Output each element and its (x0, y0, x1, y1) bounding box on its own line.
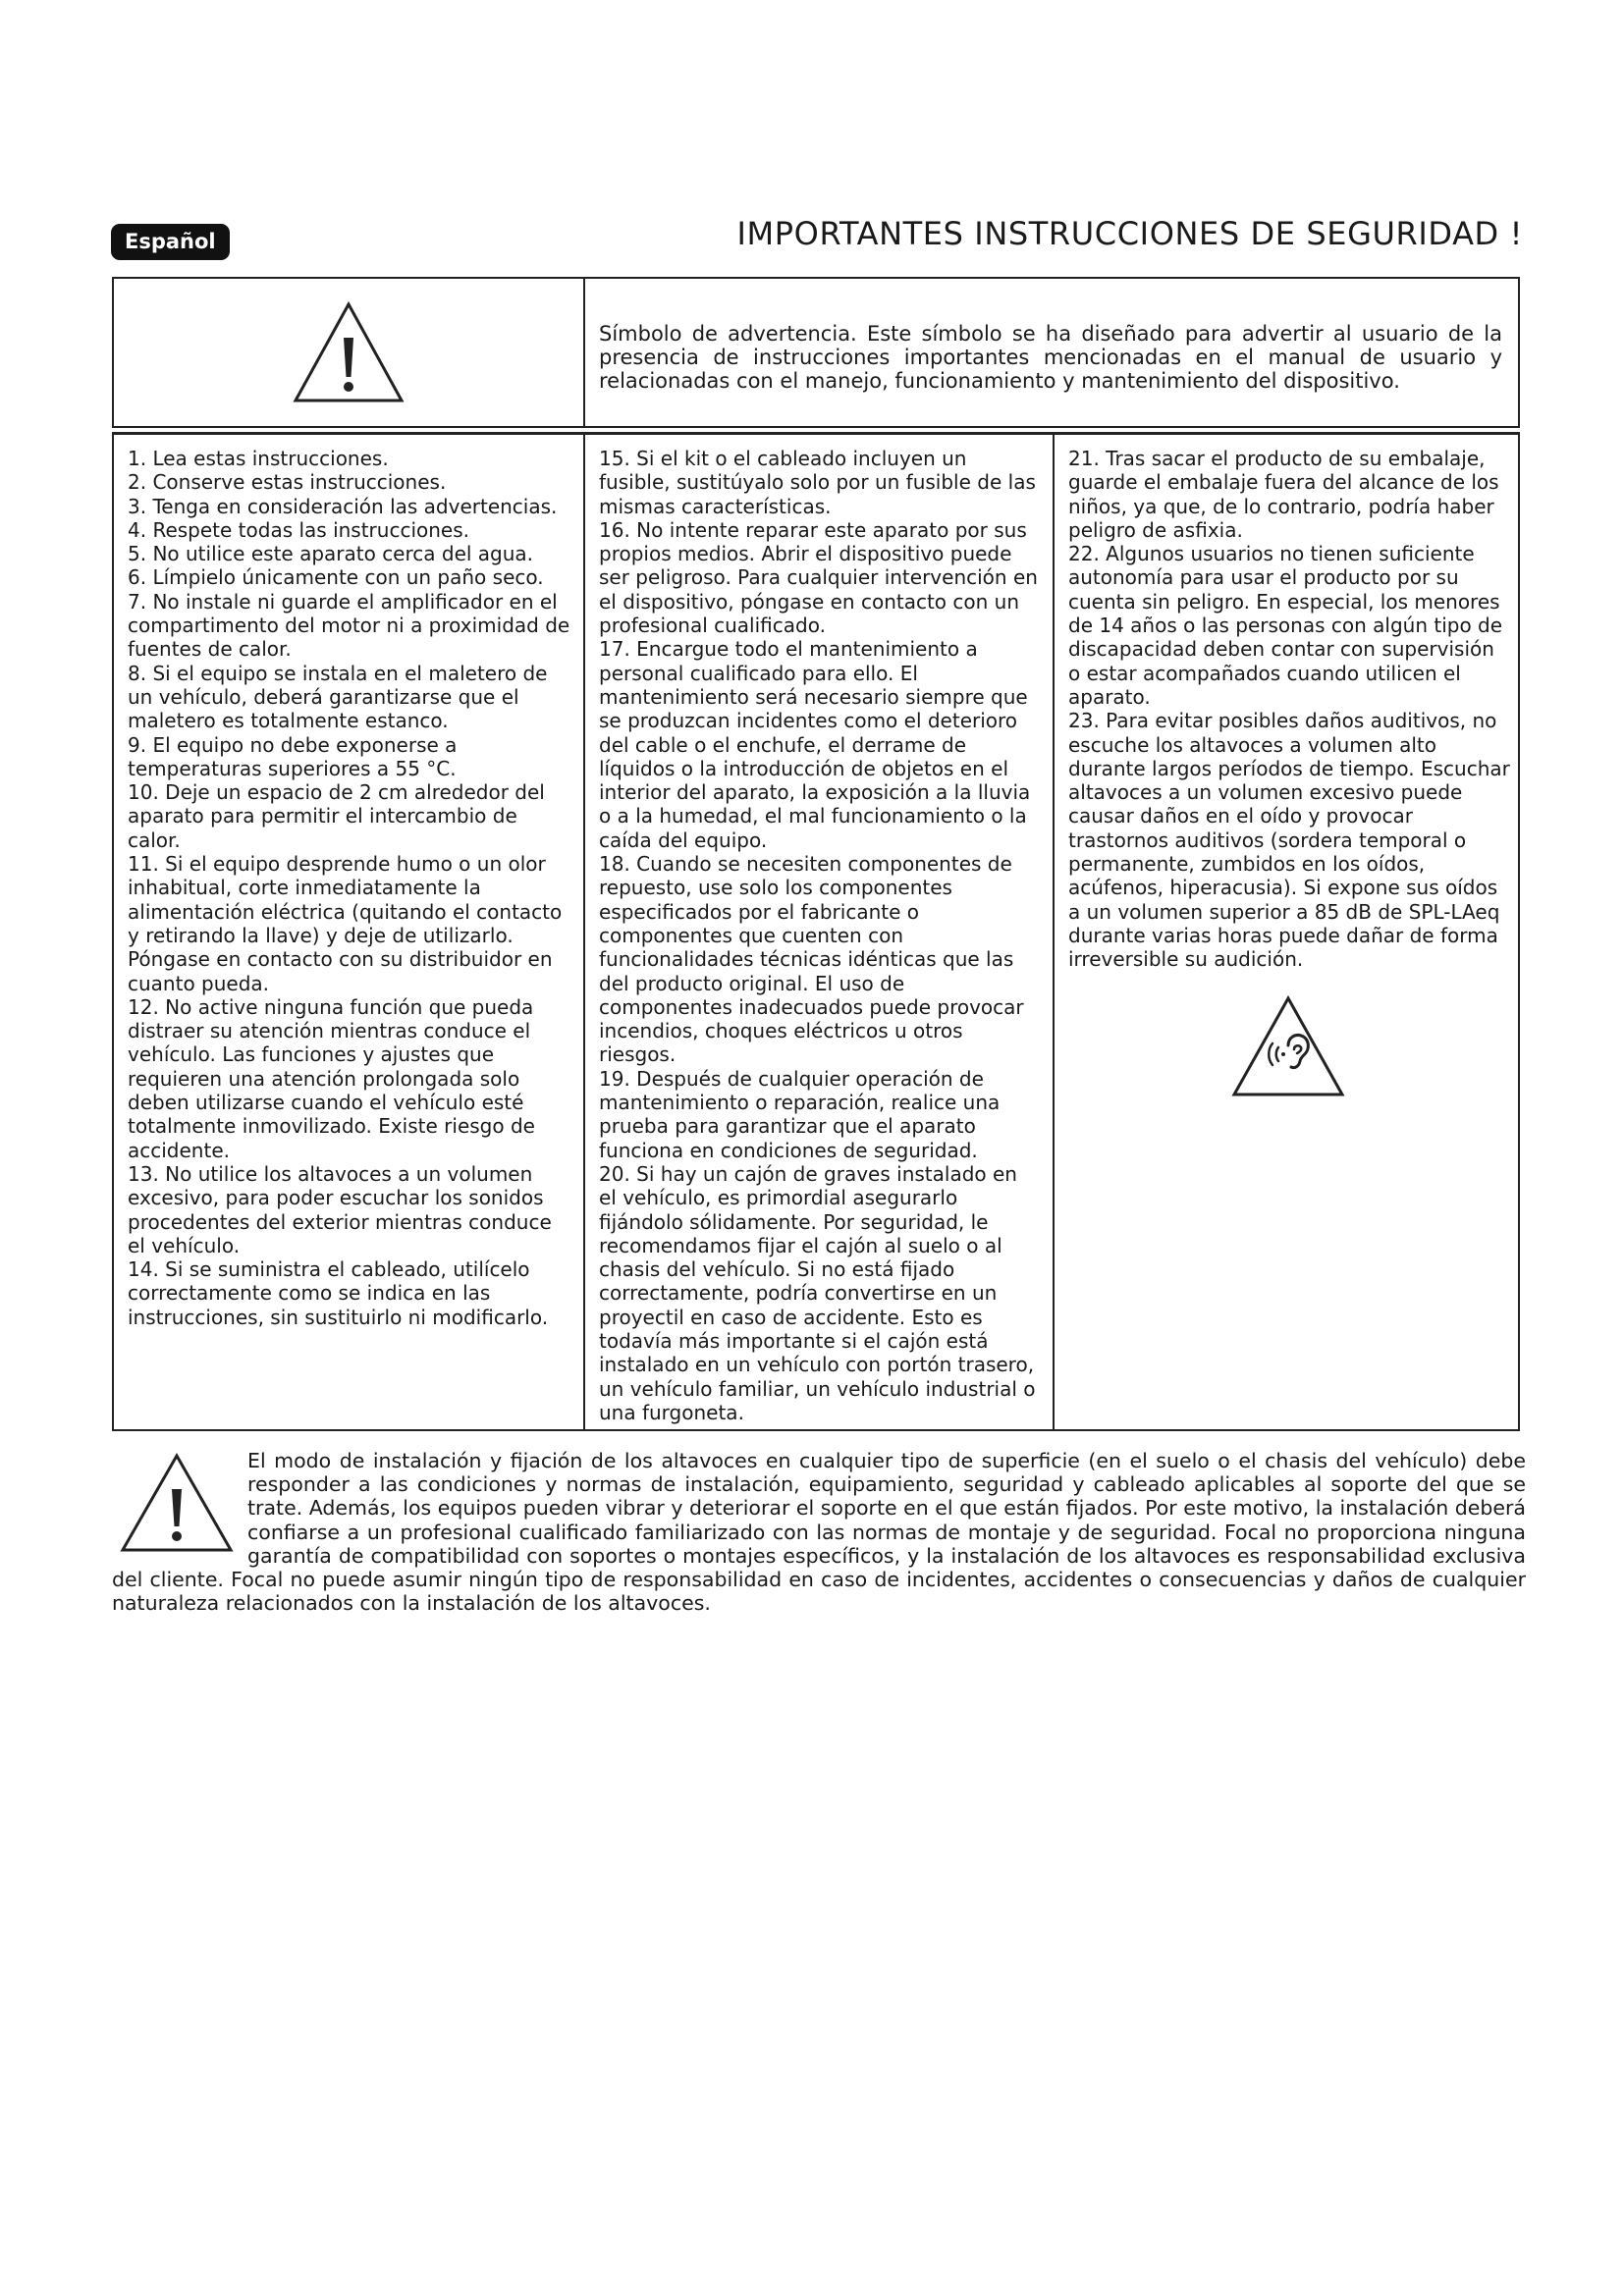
instructions-table (112, 432, 1520, 1431)
page-title: IMPORTANTES INSTRUCCIONES DE SEGURIDAD ! (736, 215, 1523, 252)
instruction-item: 18. Cuando se necesiten componentes de repuesto, use solo los componentes especificados por el fabricante o componentes que cuenten con funcionalidades técnicas idénticas que las del producto original. El uso de componentes inadecuados puede provocar incendios, choques eléctricos u otros riesgos. (599, 852, 1024, 1067)
instructions-column-2 (583, 435, 1053, 1429)
instruction-item: 4. Respete todas las instrucciones. (128, 517, 469, 542)
installation-notice (112, 1449, 1526, 1615)
instruction-item: 8. Si el equipo se instala en el maletero de un vehículo, deberá garantizarse que el maletero es totalmente estanco. (128, 661, 548, 733)
warning-description: Símbolo de advertencia. Este símbolo se ha diseñado para advertir al usuario de la presencia de instrucciones importantes mencionadas en el manual de usuario y relacionadas con el manejo, funcionamiento y mantenimiento del dispositivo. (599, 322, 1502, 393)
instruction-item: 21. Tras sacar el producto de su embalaje, guarde el embalaje fuera del alcance de los niños, ya que, de lo contrario, podría haber peligro de asfixia. (1068, 447, 1499, 542)
instruction-item: 23. Para evitar posibles daños auditivos, no escuche los altavoces a volumen alto durante largos períodos de tiempo. Escuchar altavoces a un volumen excesivo puede causar daños en el oído y provocar trastornos auditivos (sordera temporal o permanente, zumbidos en los oídos, acúfenos, hiperacusia). Si expone sus oídos a un volumen superior a 85 dB de SPL-LAeq durante varias horas puede dañar de forma irreversible su audición. (1068, 709, 1510, 972)
instruction-item: 9. El equipo no debe exponerse a temperaturas superiores a 55 °C. (128, 732, 458, 780)
instruction-item: 7. No instale ni guarde el amplificador en el compartimento del motor ni a proximidad de fuentes de calor. (128, 589, 570, 662)
instruction-item: 12. No active ninguna función que pueda distraer su atención mientras conduce el vehículo. Las funciones y ajustes que requieren una atención prolongada solo deben utilizarse cuando el vehículo esté totalmente inmovilizado. Existe riesgo de accidente. (128, 994, 535, 1162)
instruction-item: 2. Conserve estas instrucciones. (128, 470, 447, 495)
installation-notice-text: El modo de instalación y fijación de los altavoces en cualquier tipo de superficie (en el suelo o el chasis del vehículo) debe responder a las condiciones y normas de instalación, equipamiento, seguridad y cableado aplicables al soporte del que se trate. Además, los equipos pueden vibrar y deteriorar el soporte en el que están fijados. Por este motivo, la instalación deberá confiarse a un profesional cualificado familiarizado con las normas de montaje y de seguridad. Focal no proporciona ninguna garantía de compatibilidad con soportes o montajes específicos, y la instalación de los altavoces es responsabilidad exclusiva del cliente. Focal no puede asumir ningún tipo de responsabilidad en caso de incidentes, accidentes o consecuencias y daños de cualquier naturaleza relacionados con la instalación de los altavoces. (112, 1449, 1526, 1616)
instructions-column-3 (1053, 435, 1522, 1429)
instruction-item: 15. Si el kit o el cableado incluyen un fusible, sustitúyalo solo por un fusible de las mismas características. (599, 447, 1036, 518)
instructions-column-1 (114, 435, 583, 1429)
warning-triangle-icon (290, 298, 407, 406)
warning-icon-cell (114, 279, 583, 426)
instruction-item: 3. Tenga en consideración las advertencias. (128, 494, 558, 518)
instruction-item: 16. No intente reparar este aparato por sus propios medios. Abrir el dispositivo puede ser peligroso. Para cualquier intervención en el dispositivo, póngase en contacto con un profesional cualificado. (599, 517, 1038, 638)
instruction-item: 13. No utilice los altavoces a un volumen excesivo, para poder escuchar los sonidos procedentes del exterior mientras conduce el vehículo. (128, 1161, 552, 1257)
column-divider (583, 279, 585, 426)
language-badge: Español (111, 224, 230, 260)
instruction-item: 19. Después de cualquier operación de mantenimiento o reparación, realice una prueba para garantizar que el aparato funciona en condiciones de seguridad. (599, 1066, 1001, 1162)
instruction-item: 6. Límpielo únicamente con un paño seco. (128, 565, 544, 590)
instruction-item: 17. Encargue todo el mantenimiento a personal cualificado para ello. El mantenimiento será necesario siempre que se produzcan incidentes como el deterioro del cable o el enchufe, el derrame de líquidos o la introducción de objetos en el interior del aparato, la exposición a la lluvia o a la humedad, el mal funcionamiento o la caída del equipo. (599, 637, 1031, 852)
hearing-warning-icon (1229, 994, 1347, 1098)
instruction-item: 14. Si se suministra el cableado, utilícelo correctamente como se indica en las instrucciones, sin sustituirlo ni modificarlo. (128, 1257, 549, 1329)
instruction-item: 20. Si hay un cajón de graves instalado en el vehículo, es primordial asegurarlo fijándolo sólidamente. Por seguridad, le recomendamos fijar el cajón al suelo o al chasis del vehículo. Si no está fijado correctamente, podría convertirse en un proyectil en caso de accidente. Esto es todavía más importante si el cajón está instalado en un vehículo con portón trasero, un vehículo familiar, un vehículo industrial o una furgoneta. (599, 1161, 1036, 1424)
warning-symbol-box (112, 277, 1520, 428)
instruction-item: 22. Algunos usuarios no tienen suficiente autonomía para usar el producto por su cuenta sin peligro. En especial, los menores de 14 años o las personas con algún tipo de discapacidad deben contar con supervisión o estar acompañados cuando utilicen el aparato. (1068, 542, 1503, 709)
warning-triangle-icon (118, 1452, 236, 1554)
instruction-item: 5. No utilice este aparato cerca del agua. (128, 542, 534, 566)
instruction-item: 1. Lea estas instrucciones. (128, 447, 389, 470)
instruction-item: 10. Deje un espacio de 2 cm alrededor del aparato para permitir el intercambio de calor. (128, 780, 545, 852)
installation-warning-icon-wrap (112, 1449, 242, 1557)
instruction-item: 11. Si el equipo desprende humo o un olor inhabitual, corte inmediatamente la alimentación eléctrica (quitando el contacto y retirando la llave) y deje de utilizarlo. Póngase en contacto con su distribuidor en cuanto pueda. (128, 852, 563, 995)
